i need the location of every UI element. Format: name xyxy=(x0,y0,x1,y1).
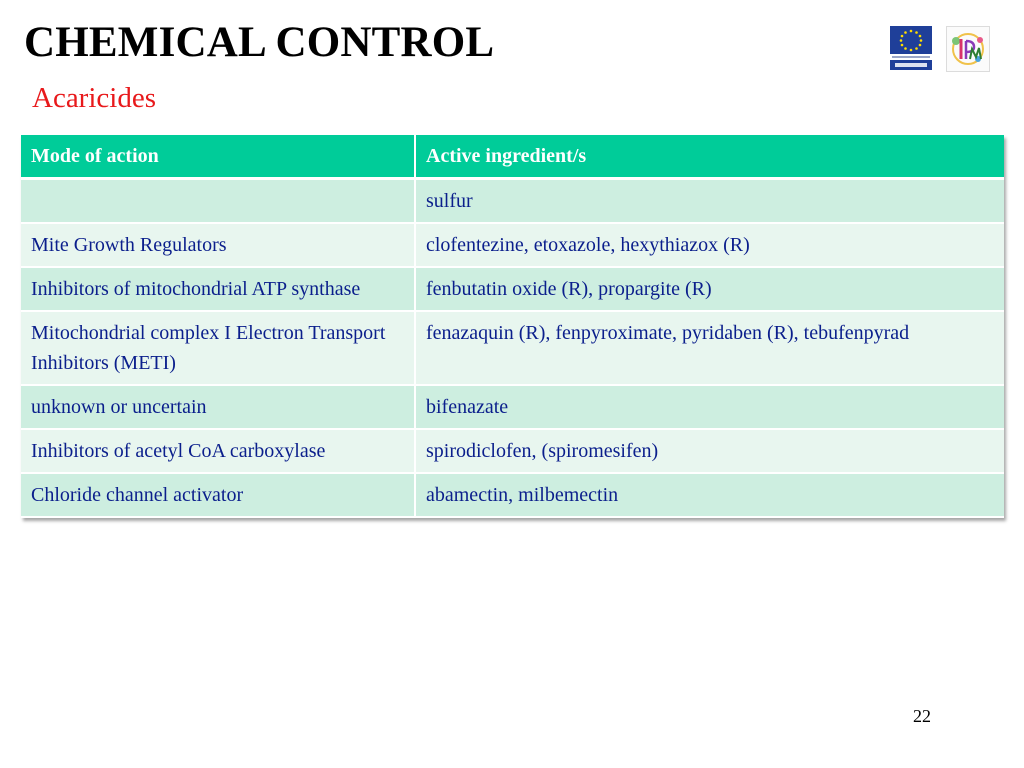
ingredients-cell: fenazaquin (R), fenpyroximate, pyridaben (R), tebufenpyrad xyxy=(415,311,1004,385)
ingredients-cell: fenbutatin oxide (R), propargite (R) xyxy=(415,267,1004,311)
table-row xyxy=(21,385,1004,429)
mode-cell: Mite Growth Regulators xyxy=(21,223,415,267)
table-row xyxy=(21,267,1004,311)
ingredients-cell: sulfur xyxy=(415,179,1004,224)
table-row xyxy=(21,311,1004,385)
mode-cell: Chloride channel activator xyxy=(21,473,415,517)
mode-cell xyxy=(21,179,415,224)
mode-cell: unknown or uncertain xyxy=(21,385,415,429)
ingredients-cell: bifenazate xyxy=(415,385,1004,429)
table-row xyxy=(21,179,1004,224)
ingredients-cell: clofentezine, etoxazole, hexythiazox (R) xyxy=(415,223,1004,267)
table-row xyxy=(21,473,1004,517)
table-row xyxy=(21,429,1004,473)
page-number: 22 xyxy=(913,706,931,726)
column-header-ingredients: Active ingredient/s xyxy=(415,135,1004,179)
ingredients-cell: spirodiclofen, (spiromesifen) xyxy=(415,429,1004,473)
mode-cell: Mitochondrial complex I Electron Transport Inhibitors (METI) xyxy=(21,311,415,385)
page-subtitle: Acaricides xyxy=(32,82,156,114)
table-row xyxy=(21,223,1004,267)
mode-cell: Inhibitors of acetyl CoA carboxylase xyxy=(21,429,415,473)
acaricides-table xyxy=(21,135,1004,518)
page-title: CHEMICAL CONTROL xyxy=(24,19,495,66)
column-header-mode: Mode of action xyxy=(21,135,415,179)
mode-cell: Inhibitors of mitochondrial ATP synthase xyxy=(21,267,415,311)
eu-tempus-logo-icon xyxy=(890,26,932,70)
table-header-row xyxy=(21,135,1004,179)
logos xyxy=(890,26,990,72)
ingredients-cell: abamectin, milbemectin xyxy=(415,473,1004,517)
ipm-logo-icon xyxy=(946,26,990,72)
